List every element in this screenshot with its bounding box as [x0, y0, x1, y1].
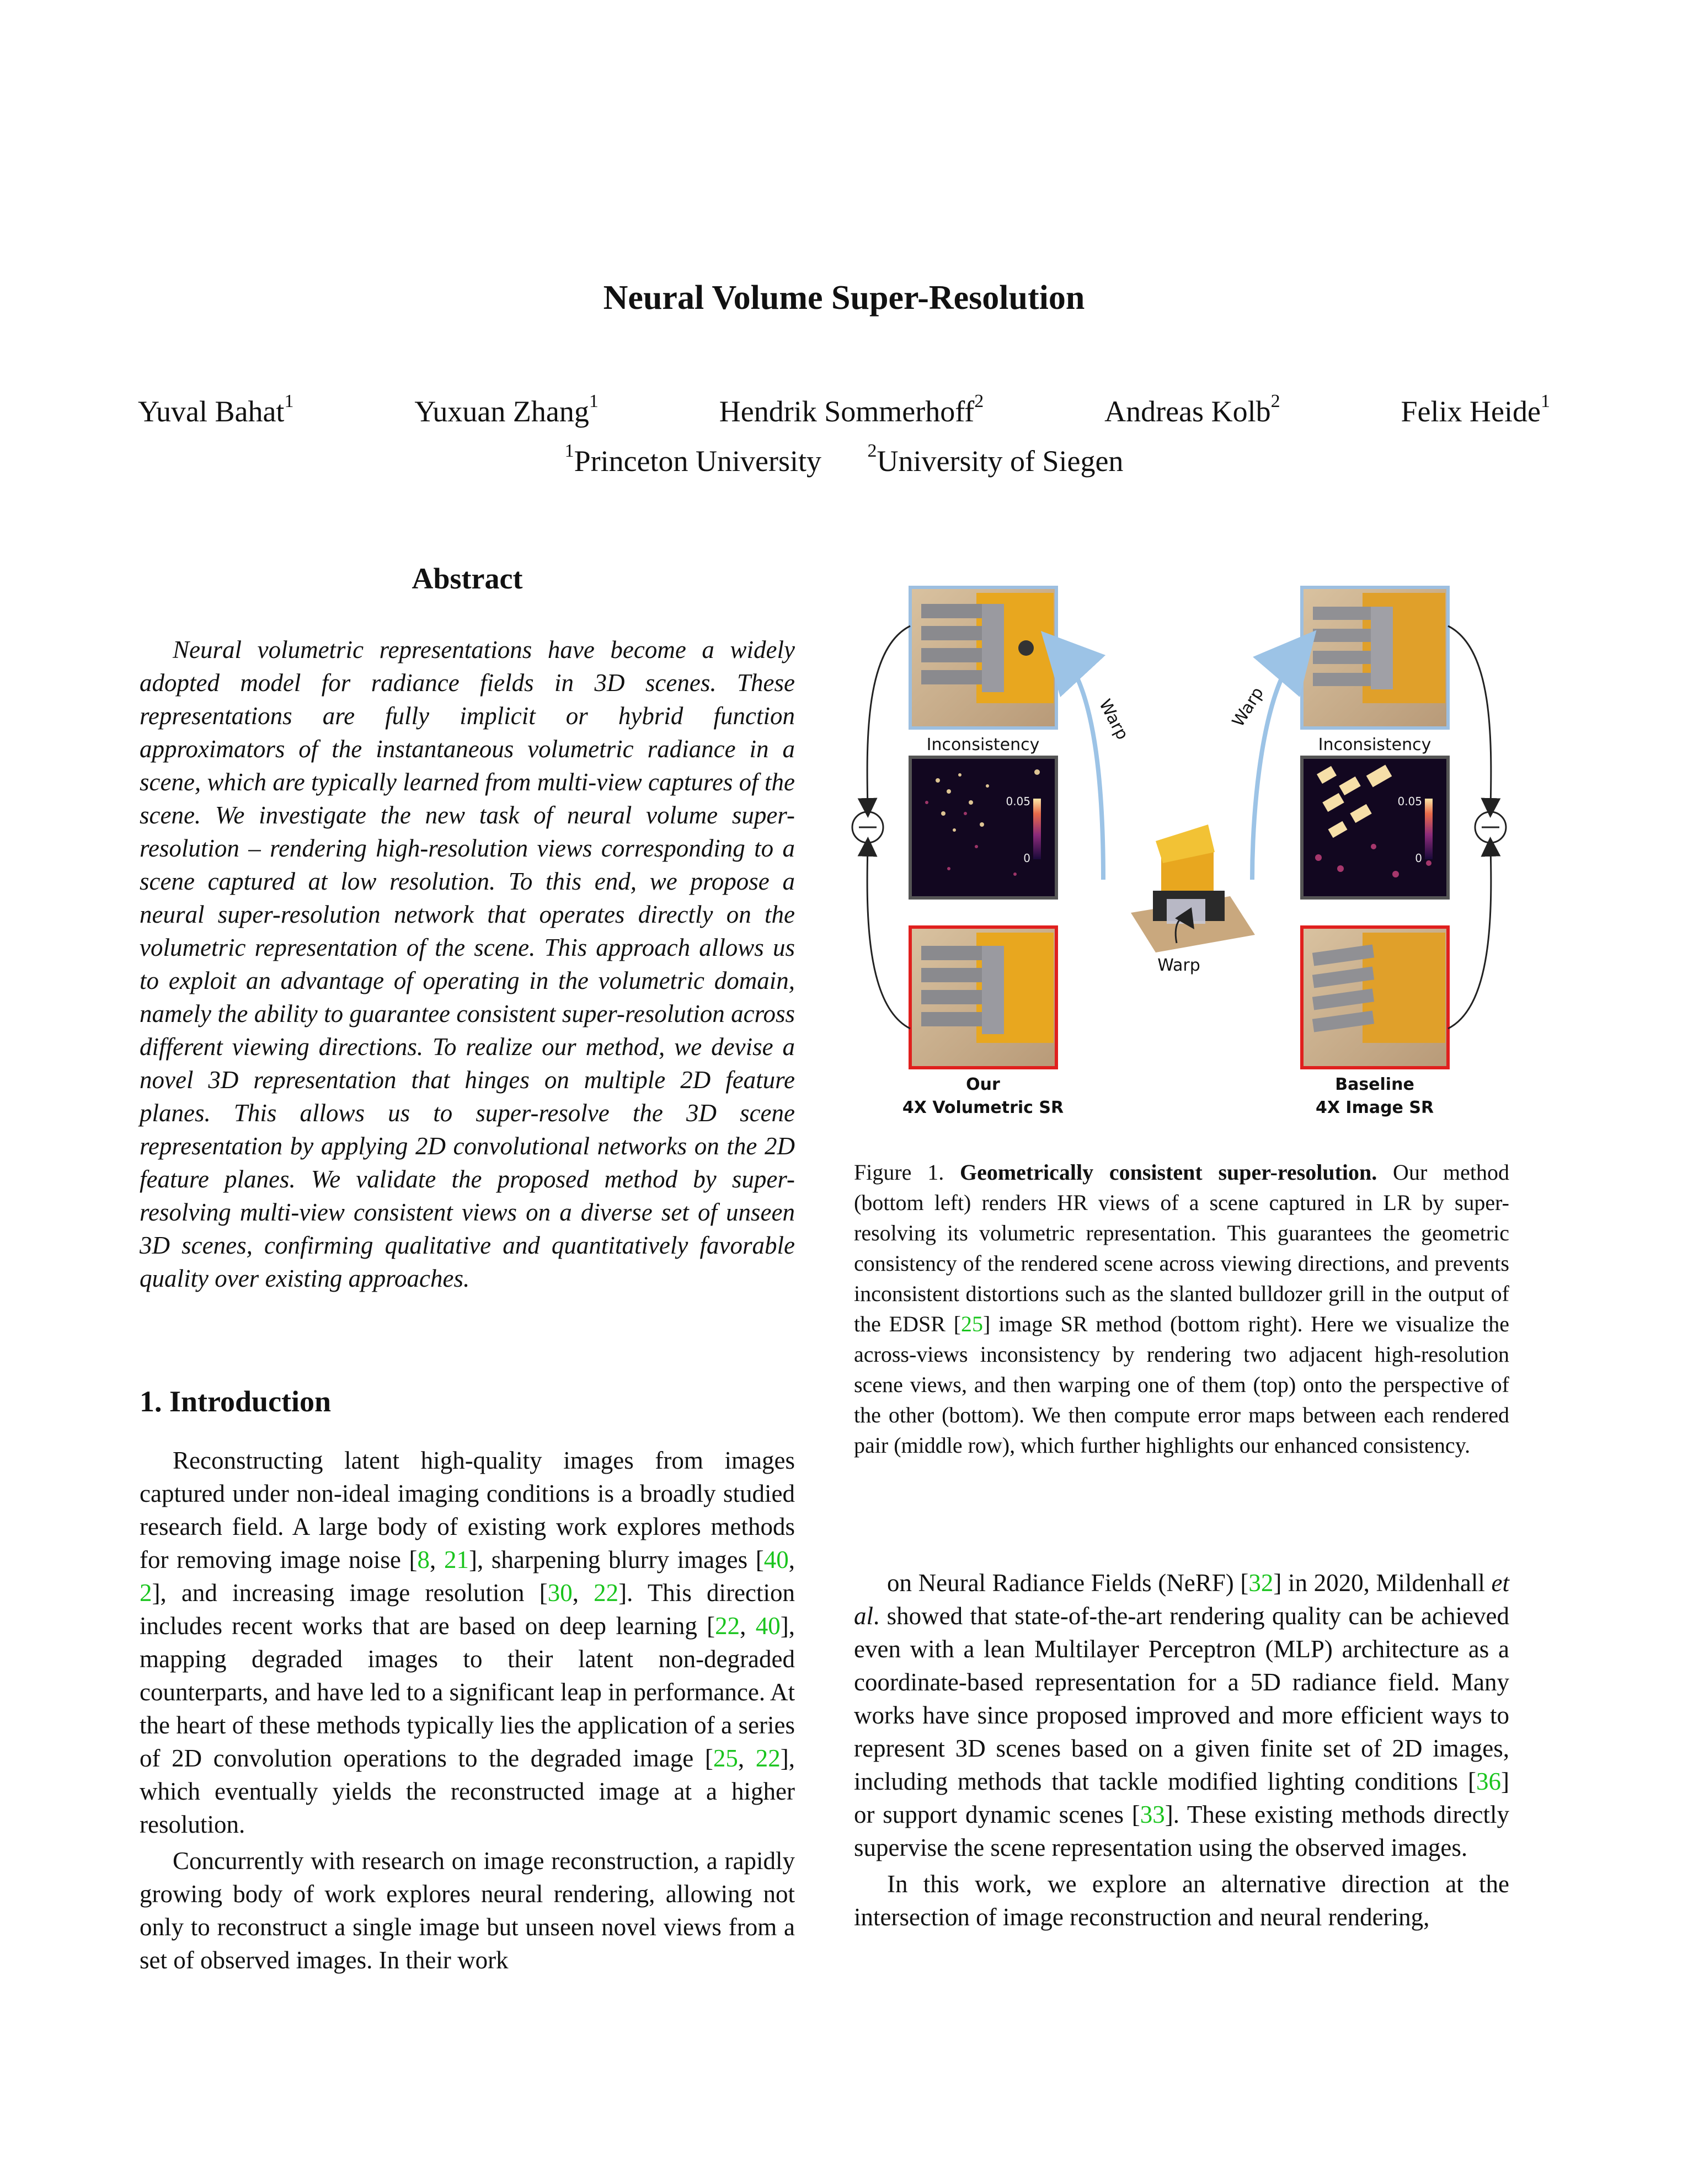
citation-link[interactable]: 32 — [1248, 1569, 1274, 1597]
our-volumetric-sr-render — [910, 927, 1056, 1068]
warp-arrow-right — [1252, 654, 1296, 880]
scale-min-left: 0 — [1023, 852, 1030, 865]
baseline-label-line1: Baseline — [1335, 1075, 1414, 1094]
error-map-right — [1302, 757, 1448, 898]
arrow-bottom-left-to-minus — [867, 847, 910, 1029]
affiliation-list — [0, 441, 1688, 478]
italic-text: et al — [854, 1569, 1509, 1630]
right-paragraph-1: on Neural Radiance Fields (NeRF) [32] in 2020, Mildenhall et al. showed that state-of-the-art rendering quality can be achieved even with a lean Multilayer Perceptron (MLP) architecture as a coordinate-based representation for a 5D radiance field. Many works have since proposed improved and more efficient ways to represent 3D scenes based on a given finite set of 2D images, including methods that tackle modified lighting conditions [36] or support dynamic scenes [33]. These existing methods directly supervise the scene representation using the observed images. — [854, 1569, 1509, 1861]
author-5: Felix Heide$^1$ — [1401, 391, 1550, 428]
warp-label-right: Warp — [1228, 683, 1268, 731]
author-1: Yuval Bahat$^1$ — [138, 391, 294, 428]
author-4: Andreas Kolb$^2$ — [1104, 391, 1280, 428]
arrow-bottom-right-to-minus — [1448, 847, 1491, 1029]
top-right-render — [1302, 587, 1448, 728]
bulldozer-scene-thumbnail — [1131, 825, 1255, 952]
citation-link[interactable]: 25 — [961, 1312, 984, 1336]
bold-text: Geometrically consistent super-resolution. — [959, 1160, 1377, 1185]
intro-heading: 1. Introduction — [140, 1385, 332, 1418]
paper-title: Neural Volume Super-Resolution — [603, 279, 1085, 317]
author-3: Hendrik Sommerhoff$^2$ — [719, 391, 984, 428]
intro-paragraph-1: Reconstructing latent high-quality images from images captured under non-ideal imaging conditions is a broadly studied research field. A large body of existing work explores methods for removing image noise [8, 21], sharpening blurry images [40, 2], and increasing image resolution [30, 22]. This direction includes recent works that are based on deep learning [22, 40], mapping degraded images to their latent non-degraded counterparts, and have led to a significant leap in performance. At the heart of these methods typically lies the application of a series of 2D convolution operations to the degraded image [25, 22], which eventually yields the reconstructed image at a higher resolution. — [140, 1447, 795, 1838]
intro-paragraph-2: Concurrently with research on image reconstruction, a rapidly growing body of work explores neural rendering, allowing not only to reconstruct a single image but unseen novel views from a set of observed images. In their work — [140, 1847, 795, 1974]
minus-circle-right — [1475, 812, 1506, 843]
figure-1 — [844, 582, 1517, 1155]
citation-link[interactable]: 8 — [417, 1546, 430, 1573]
citation-link[interactable]: 33 — [1140, 1801, 1165, 1828]
affiliation-1: $^1$Princeton University — [564, 441, 821, 478]
citation-link[interactable]: 25 — [713, 1744, 738, 1772]
citation-link[interactable]: 22 — [594, 1579, 619, 1607]
ours-label-line2: 4X Volumetric SR — [902, 1098, 1064, 1117]
inconsistency-label-right: Inconsistency — [1318, 735, 1431, 754]
affiliation-2: $^2$University of Siegen — [867, 441, 1124, 478]
top-left-render — [910, 587, 1056, 728]
arrow-top-left-to-minus — [867, 626, 910, 808]
author-list — [138, 391, 1550, 429]
right-paragraph-2: In this work, we explore an alternative direction at the intersection of image reconstruction and neural rendering, — [854, 1870, 1509, 1931]
arrow-top-right-to-minus — [1448, 626, 1491, 808]
citation-link[interactable]: 21 — [444, 1546, 469, 1573]
citation-link[interactable]: 36 — [1476, 1768, 1501, 1795]
citation-link[interactable]: 2 — [140, 1579, 152, 1607]
citation-link[interactable]: 40 — [763, 1546, 789, 1573]
warp-label-left: Warp — [1094, 696, 1133, 743]
abstract-text: Neural volumetric representations have become a widely adopted model for radiance fields in 3D scenes. These representations are fully implicit or hybrid function approximators of the instantaneous volumetric radiance in a scene, which are typically learned from multi-view captures of the scene. We investigate the new task of neural volume super-resolution – rendering high-resolution views corresponding to a scene captured at low resolution. To this end, we propose a neural super-resolution network that operates directly on the volumetric representation of the scene. This approach allows us to exploit an advantage of operating in the volumetric domain, namely the ability to guarantee consistent super-resolution across different viewing directions. To realize our method, we devise a novel 3D representation that hinges on multiple 2D feature planes. This allows us to super-resolve the 3D scene representation by applying 2D convolutional networks on the 2D feature planes. We validate the proposed method by super-resolving multi-view consistent views on a diverse set of unseen 3D scenes, confirming qualitative and quantitatively favorable quality over existing approaches. — [140, 636, 795, 1292]
abstract-heading: Abstract — [412, 562, 523, 595]
ours-label-line1: Our — [966, 1075, 1000, 1094]
citation-link[interactable]: 30 — [547, 1579, 573, 1607]
figure-1-diagram — [844, 582, 1517, 1155]
baseline-label-line2: 4X Image SR — [1315, 1098, 1434, 1117]
warp-label-center: Warp — [1157, 956, 1200, 975]
citation-link[interactable]: 22 — [755, 1744, 781, 1772]
scale-max-right: 0.05 — [1397, 795, 1422, 808]
intro-body — [140, 1444, 795, 1977]
scale-max-left: 0.05 — [1006, 795, 1030, 808]
citation-link[interactable]: 22 — [715, 1612, 740, 1640]
warp-arrow-left — [1062, 654, 1103, 880]
citation-link[interactable]: 40 — [755, 1612, 781, 1640]
author-2: Yuxuan Zhang$^1$ — [414, 391, 599, 428]
baseline-image-sr-render — [1302, 927, 1448, 1068]
scale-min-right: 0 — [1415, 852, 1422, 865]
figure-1-caption: Figure 1. Geometrically consistent super-resolution. Our method (bottom left) renders HR views of a scene captured in LR by super-resolving its volumetric representation. This guarantees the geometric consistency of the rendered scene across viewing directions, and prevents inconsistent distortions such as the slanted bulldozer grill in the output of the EDSR [25] image SR method (bottom right). Here we visualize the across-views inconsistency by rendering two adjacent high-resolution scene views, and then warping one of them (top) onto the perspective of the other (bottom). We then compute error maps between each rendered pair (middle row), which further highlights our enhanced consistency. — [854, 1160, 1510, 1458]
inconsistency-label-left: Inconsistency — [926, 735, 1040, 754]
minus-circle-left — [852, 812, 883, 843]
right-column-body — [854, 1566, 1509, 1934]
error-map-left — [910, 757, 1056, 898]
